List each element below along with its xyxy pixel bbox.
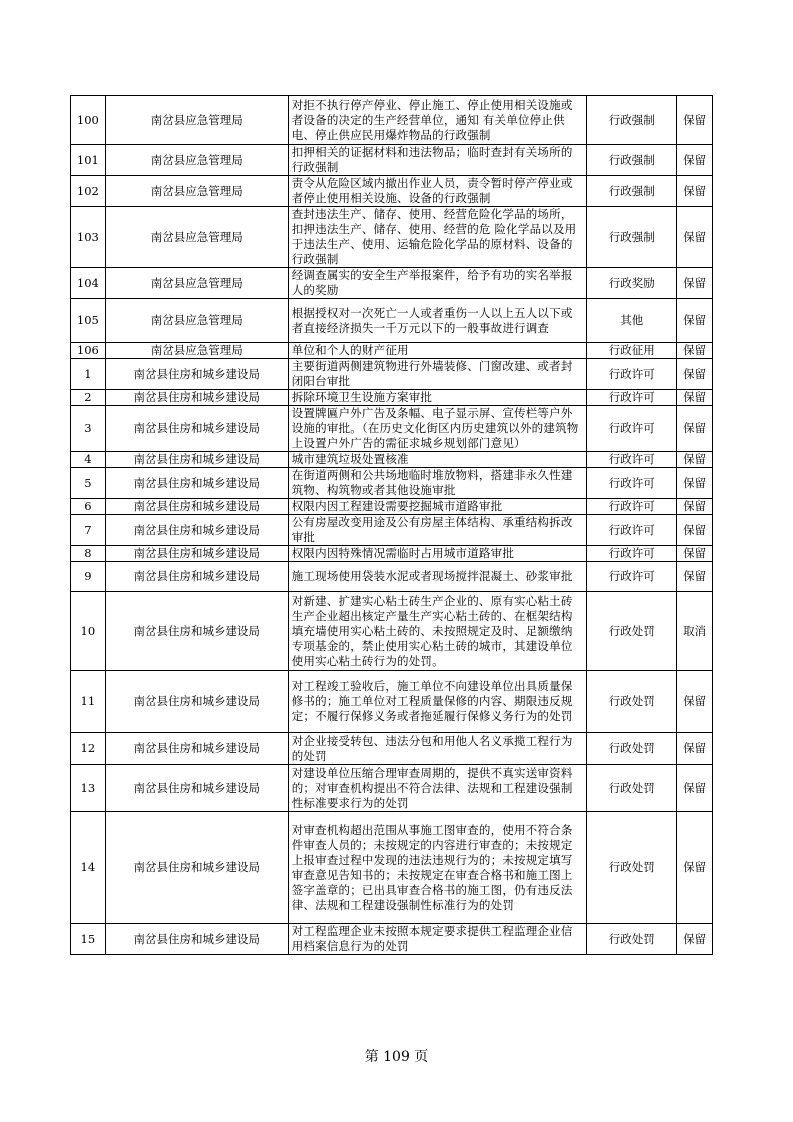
row-number: 3: [71, 406, 106, 452]
table-row: [71, 145, 713, 176]
department-cell: 南岔县住房和城乡建设局: [105, 733, 288, 765]
department-cell: 南岔县应急管理局: [105, 268, 288, 299]
table-row: [71, 924, 713, 955]
table-row: [71, 671, 713, 733]
status-cell: 保留: [677, 145, 713, 176]
item-description-cell: 城市建筑垃圾处置核准: [288, 452, 587, 468]
item-list-table: [70, 95, 713, 955]
action-type-cell: 行政强制: [587, 96, 677, 145]
item-description-cell: 设置牌匾户外广告及条幅、电子显示屏、宣传栏等户外设施的审批。（在历史文化街区内历史建筑以外的建筑物上设置户外广告的需征求城乡规划部门意见）: [288, 406, 587, 452]
table-row: [71, 299, 713, 343]
department-cell: 南岔县应急管理局: [105, 343, 288, 359]
department-cell: 南岔县住房和城乡建设局: [105, 468, 288, 499]
status-cell: 保留: [677, 468, 713, 499]
table-row: [71, 268, 713, 299]
row-number: 10: [71, 592, 106, 671]
table-row: [71, 468, 713, 499]
status-cell: 保留: [677, 343, 713, 359]
item-description-cell: 公有房屋改变用途及公有房屋主体结构、承重结构拆改审批: [288, 515, 587, 546]
table-row: [71, 406, 713, 452]
item-description-cell: 对拒不执行停产停业、停止施工、停止使用相关设施或者设备的决定的生产经营单位，通知 有关单位停止供电、停止供应民用爆炸物品的行政强制: [288, 96, 587, 145]
action-type-cell: 行政许可: [587, 406, 677, 452]
item-description-cell: 经调查属实的安全生产举报案件，给予有功的实名举报人的奖励: [288, 268, 587, 299]
department-cell: 南岔县住房和城乡建设局: [105, 359, 288, 390]
department-cell: 南岔县应急管理局: [105, 145, 288, 176]
row-number: 105: [71, 299, 106, 343]
table-row: [71, 592, 713, 671]
status-cell: 保留: [677, 733, 713, 765]
item-description-cell: 对工程竣工验收后，施工单位不向建设单位出具质量保修书的；施工单位对工程质量保修的内容、期限违反规定；不履行保修义务或者拖延履行保修义务行为的处罚: [288, 671, 587, 733]
row-number: 1: [71, 359, 106, 390]
department-cell: 南岔县应急管理局: [105, 96, 288, 145]
status-cell: 保留: [677, 390, 713, 406]
status-cell: 保留: [677, 176, 713, 207]
row-number: 102: [71, 176, 106, 207]
action-type-cell: 行政奖励: [587, 268, 677, 299]
row-number: 101: [71, 145, 106, 176]
row-number: 106: [71, 343, 106, 359]
item-description-cell: 主要街道两侧建筑物进行外墙装修、门窗改建、或者封闭阳台审批: [288, 359, 587, 390]
action-type-cell: 行政许可: [587, 390, 677, 406]
row-number: 2: [71, 390, 106, 406]
department-cell: 南岔县住房和城乡建设局: [105, 390, 288, 406]
item-description-cell: 权限内因特殊情况需临时占用城市道路审批: [288, 546, 587, 562]
action-type-cell: 行政处罚: [587, 812, 677, 924]
department-cell: 南岔县住房和城乡建设局: [105, 671, 288, 733]
table-row: [71, 176, 713, 207]
item-description-cell: 对建设单位压缩合理审查周期的，提供不真实送审资料的；对审查机构提出不符合法律、法规和工程建设强制性标准要求行为的处罚: [288, 765, 587, 812]
table-row: [71, 359, 713, 390]
table-body: [71, 96, 713, 955]
department-cell: 南岔县应急管理局: [105, 207, 288, 268]
status-cell: 保留: [677, 515, 713, 546]
status-cell: 取消: [677, 592, 713, 671]
page-number: 第 109 页: [364, 1049, 429, 1065]
action-type-cell: 行政许可: [587, 468, 677, 499]
status-cell: 保留: [677, 406, 713, 452]
department-cell: 南岔县应急管理局: [105, 299, 288, 343]
action-type-cell: 行政许可: [587, 562, 677, 592]
action-type-cell: 行政处罚: [587, 765, 677, 812]
row-number: 11: [71, 671, 106, 733]
action-type-cell: 行政强制: [587, 176, 677, 207]
row-number: 8: [71, 546, 106, 562]
item-description-cell: 拆除环境卫生设施方案审批: [288, 390, 587, 406]
table-row: [71, 452, 713, 468]
row-number: 13: [71, 765, 106, 812]
item-description-cell: 对新建、扩建实心粘土砖生产企业的、原有实心粘土砖生产企业超出核定产量生产实心粘土砖的、在框架结构填充墙使用实心粘土砖的、未按照规定及时、足额缴纳专项基金的，禁止使用实心粘土砖的城市，其建设单位使用实心粘土砖行为的处罚。: [288, 592, 587, 671]
action-type-cell: 行政许可: [587, 546, 677, 562]
status-cell: 保留: [677, 499, 713, 515]
table-row: [71, 562, 713, 592]
table-row: [71, 499, 713, 515]
item-description-cell: 权限内因工程建设需要挖掘城市道路审批: [288, 499, 587, 515]
item-description-cell: 责令从危险区域内撤出作业人员，责令暂时停产停业或者停止使用相关设施、设备的行政强制: [288, 176, 587, 207]
department-cell: 南岔县住房和城乡建设局: [105, 499, 288, 515]
item-description-cell: 对审查机构超出范围从事施工图审查的，使用不符合条件审查人员的；未按规定的内容进行审查的；未按规定上报审查过程中发现的违法违规行为的；未按规定填写审查意见告知书的；未按规定在审查合格书和施工图上签字盖章的；已出具审查合格书的施工图，仍有违反法律、法规和工程建设强制性标准行为的处罚: [288, 812, 587, 924]
item-description-cell: 查封违法生产、储存、使用、经营危险化学品的场所，扣押违法生产、储存、使用、经营的危 险化学品以及用于违法生产、使用、运输危险化学品的原材料、设备的行政强制: [288, 207, 587, 268]
status-cell: 保留: [677, 359, 713, 390]
action-type-cell: 行政许可: [587, 515, 677, 546]
department-cell: 南岔县住房和城乡建设局: [105, 515, 288, 546]
item-description-cell: 施工现场使用袋装水泥或者现场搅拌混凝土、砂浆审批: [288, 562, 587, 592]
item-description-cell: 根据授权对一次死亡一人或者重伤一人以上五人以下或者直接经济损失一千万元以下的一般事故进行调查: [288, 299, 587, 343]
action-type-cell: 行政处罚: [587, 924, 677, 955]
action-type-cell: 行政处罚: [587, 733, 677, 765]
status-cell: 保留: [677, 671, 713, 733]
row-number: 15: [71, 924, 106, 955]
item-description-cell: 对企业接受转包、违法分包和用他人名义承揽工程行为的处罚: [288, 733, 587, 765]
row-number: 12: [71, 733, 106, 765]
action-type-cell: 行政处罚: [587, 592, 677, 671]
department-cell: 南岔县住房和城乡建设局: [105, 406, 288, 452]
department-cell: 南岔县住房和城乡建设局: [105, 592, 288, 671]
action-type-cell: 行政许可: [587, 359, 677, 390]
action-type-cell: 行政处罚: [587, 671, 677, 733]
department-cell: 南岔县住房和城乡建设局: [105, 562, 288, 592]
row-number: 100: [71, 96, 106, 145]
row-number: 6: [71, 499, 106, 515]
department-cell: 南岔县住房和城乡建设局: [105, 765, 288, 812]
action-type-cell: 行政许可: [587, 452, 677, 468]
item-description-cell: 扣押相关的证据材料和违法物品；临时查封有关场所的行政强制: [288, 145, 587, 176]
row-number: 104: [71, 268, 106, 299]
department-cell: 南岔县住房和城乡建设局: [105, 546, 288, 562]
item-description-cell: 单位和个人的财产征用: [288, 343, 587, 359]
row-number: 14: [71, 812, 106, 924]
row-number: 9: [71, 562, 106, 592]
department-cell: 南岔县应急管理局: [105, 176, 288, 207]
table-row: [71, 390, 713, 406]
table-row: [71, 812, 713, 924]
action-type-cell: 行政强制: [587, 207, 677, 268]
table-row: [71, 765, 713, 812]
item-description-cell: 在街道两侧和公共场地临时堆放物料，搭建非永久性建筑物、构筑物或者其他设施审批: [288, 468, 587, 499]
status-cell: 保留: [677, 562, 713, 592]
action-type-cell: 其他: [587, 299, 677, 343]
department-cell: 南岔县住房和城乡建设局: [105, 924, 288, 955]
row-number: 4: [71, 452, 106, 468]
status-cell: 保留: [677, 207, 713, 268]
table-row: [71, 207, 713, 268]
status-cell: 保留: [677, 765, 713, 812]
item-description-cell: 对工程监理企业未按照本规定要求提供工程监理企业信用档案信息行为的处罚: [288, 924, 587, 955]
action-type-cell: 行政强制: [587, 145, 677, 176]
table-row: [71, 515, 713, 546]
table-row: [71, 733, 713, 765]
status-cell: 保留: [677, 546, 713, 562]
status-cell: 保留: [677, 96, 713, 145]
table-row: [71, 343, 713, 359]
status-cell: 保留: [677, 924, 713, 955]
table-row: [71, 96, 713, 145]
status-cell: 保留: [677, 268, 713, 299]
department-cell: 南岔县住房和城乡建设局: [105, 452, 288, 468]
department-cell: 南岔县住房和城乡建设局: [105, 812, 288, 924]
action-type-cell: 行政征用: [587, 343, 677, 359]
status-cell: 保留: [677, 299, 713, 343]
row-number: 7: [71, 515, 106, 546]
row-number: 5: [71, 468, 106, 499]
action-type-cell: 行政许可: [587, 499, 677, 515]
status-cell: 保留: [677, 812, 713, 924]
table-row: [71, 546, 713, 562]
status-cell: 保留: [677, 452, 713, 468]
row-number: 103: [71, 207, 106, 268]
